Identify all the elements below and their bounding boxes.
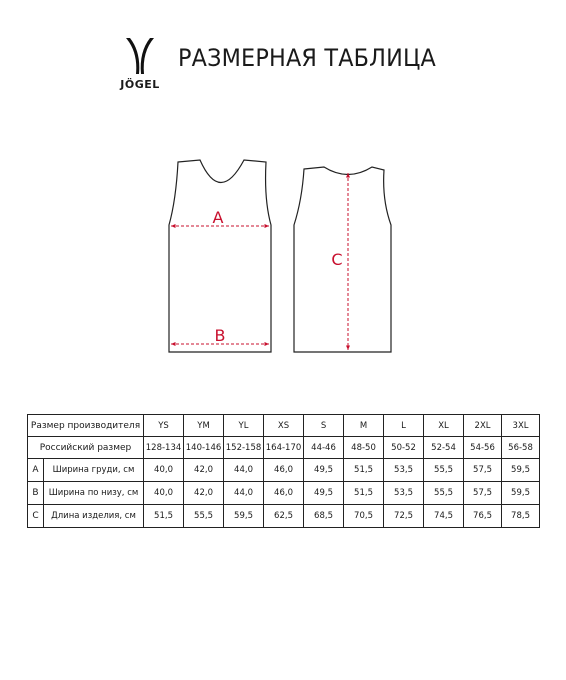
size-cell: YM: [184, 415, 224, 437]
value-cell: 59,5: [502, 459, 540, 482]
row-parameter: Ширина груди, см: [44, 459, 144, 482]
value-cell: 53,5: [384, 459, 424, 482]
value-cell: 44,0: [224, 482, 264, 505]
value-cell: 55,5: [424, 482, 464, 505]
value-cell: 57,5: [464, 482, 502, 505]
row-letter: B: [28, 482, 44, 505]
russian-size-cell: 48-50: [344, 437, 384, 459]
value-cell: 78,5: [502, 505, 540, 528]
row-letter: C: [28, 505, 44, 528]
value-cell: 74,5: [424, 505, 464, 528]
value-cell: 57,5: [464, 459, 502, 482]
russian-size-cell: 164-170: [264, 437, 304, 459]
russian-size-cell: 56-58: [502, 437, 540, 459]
size-cell: XL: [424, 415, 464, 437]
value-cell: 59,5: [502, 482, 540, 505]
value-cell: 40,0: [144, 482, 184, 505]
size-cell: 3XL: [502, 415, 540, 437]
value-cell: 55,5: [184, 505, 224, 528]
value-cell: 40,0: [144, 459, 184, 482]
russian-size-label: Российский размер: [28, 437, 144, 459]
size-cell: M: [344, 415, 384, 437]
russian-size-cell: 54-56: [464, 437, 502, 459]
value-cell: 62,5: [264, 505, 304, 528]
value-cell: 68,5: [304, 505, 344, 528]
russian-size-cell: 50-52: [384, 437, 424, 459]
value-cell: 51,5: [344, 459, 384, 482]
size-cell: XS: [264, 415, 304, 437]
russian-size-cell: 152-158: [224, 437, 264, 459]
measure-row-c: [28, 505, 540, 528]
size-cell: L: [384, 415, 424, 437]
value-cell: 42,0: [184, 482, 224, 505]
value-cell: 49,5: [304, 459, 344, 482]
value-cell: 44,0: [224, 459, 264, 482]
value-cell: 51,5: [344, 482, 384, 505]
value-cell: 46,0: [264, 459, 304, 482]
size-cell: YS: [144, 415, 184, 437]
brand-name: JÖGEL: [120, 78, 160, 91]
measure-row-b: [28, 482, 540, 505]
russian-size-cell: 128-134: [144, 437, 184, 459]
measure-row-a: [28, 459, 540, 482]
row-letter: A: [28, 459, 44, 482]
russian-size-row: [28, 437, 540, 459]
size-table: [27, 414, 540, 528]
size-cell: 2XL: [464, 415, 502, 437]
tank-top-drawing: [160, 155, 410, 355]
value-cell: 46,0: [264, 482, 304, 505]
value-cell: 53,5: [384, 482, 424, 505]
size-cell: YL: [224, 415, 264, 437]
value-cell: 51,5: [144, 505, 184, 528]
jogel-logo-icon: [122, 38, 158, 76]
russian-size-cell: 140-146: [184, 437, 224, 459]
value-cell: 55,5: [424, 459, 464, 482]
front-view-outline: [169, 160, 271, 352]
russian-size-cell: 44-46: [304, 437, 344, 459]
russian-size-cell: 52-54: [424, 437, 464, 459]
value-cell: 70,5: [344, 505, 384, 528]
label-a: A: [212, 208, 224, 227]
row-parameter: Ширина по низу, см: [44, 482, 144, 505]
value-cell: 76,5: [464, 505, 502, 528]
value-cell: 42,0: [184, 459, 224, 482]
value-cell: 59,5: [224, 505, 264, 528]
label-c: C: [331, 250, 343, 269]
value-cell: 72,5: [384, 505, 424, 528]
row-parameter: Длина изделия, см: [44, 505, 144, 528]
label-b: B: [214, 326, 226, 345]
size-cell: S: [304, 415, 344, 437]
value-cell: 49,5: [304, 482, 344, 505]
manufacturer-size-row: [28, 415, 540, 437]
manufacturer-size-label: Размер производителя: [28, 415, 144, 437]
page-title: РАЗМЕРНАЯ ТАБЛИЦА: [178, 44, 436, 72]
